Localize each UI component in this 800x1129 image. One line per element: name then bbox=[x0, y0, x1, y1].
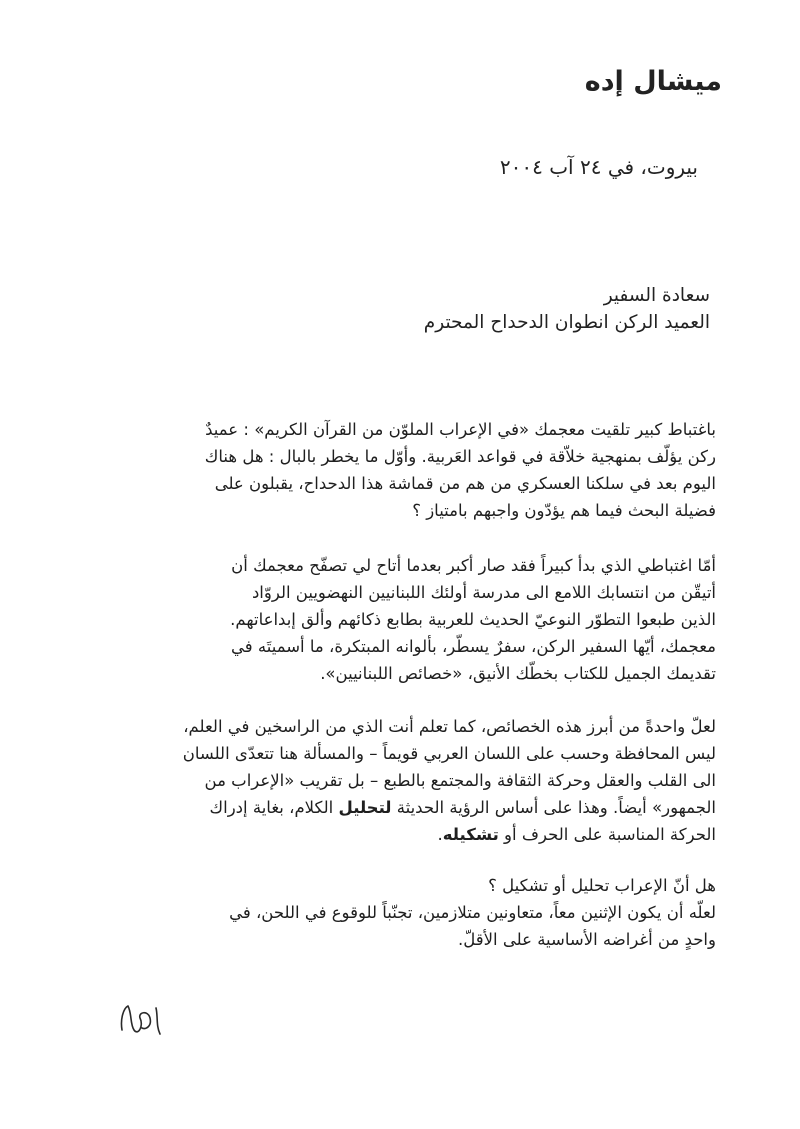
paragraph-4: هل أنّ الإعراب تحليل أو تشكيل ؟ لعلّه أن يكون الإثنين معاً، متعاونين متلازمين، تجنّباً للوقوع في اللحن، في واحدٍ من أغراضه الأساسية على الأقلّ. bbox=[229, 876, 716, 949]
paragraph-2: أمّا اغتباطي الذي بدأ كبيراً فقد صار أكبر بعدما أتاح لي تصفّح معجمك أن أتيقّن من انتسابك اللامع الى مدرسة أولئك اللبنانيين النهضويين الروّاد الذين طبعوا التطوّر النوعيّ الحديث للعربية بطابع ذكائهم وألق إبداعاتهم. معجمك، أيّها السفير الركن، سفرٌ يسطّر، بألوانه المبتكرة، ما أسميتَه في تقديمك الجميل للكتاب بخطّك الأنيق، «خصائص اللبنانيين». bbox=[230, 556, 716, 683]
bold-word-tashkeeluh: تشكيله bbox=[442, 825, 499, 844]
paragraph-3 bbox=[82, 713, 716, 848]
bold-word-tahleel: لتحليل bbox=[338, 798, 392, 817]
recipient-title: سعادة السفير bbox=[603, 285, 710, 306]
paragraph-1: باغتباط كبير تلقيت معجمك «في الإعراب الملوّن من القرآن الكريم» : عميدٌ ركن يؤلّف بمنهجية خلاّقة في قواعد العَربية. وأوّل ما يخطر بالبال : هل هناك اليوم بعد في سلكنا العسكري من هم من قماشة هذا الدحداح، يقبلون على فضيلة البحث فيما هم يؤدّون واجبهم بامتياز ؟ bbox=[204, 420, 716, 520]
handwritten-signature bbox=[110, 1000, 170, 1040]
recipient-name: العميد الركن انطوان الدحداح المحترم bbox=[423, 312, 710, 333]
letter-body bbox=[82, 416, 716, 953]
paragraph-3-text-a: لعلّ واحدةً من أبرز هذه الخصائص، كما تعلم أنت الذي من الراسخين في العلم، ليس المحافظة وحسب على اللسان العربي قويماً – والمسألة هنا تتعدّى اللسان الى القلب والعقل وحركة الثقافة والمجتمع بالطبع – بل تقريب «الإعراب من الجمهور» أيضاً. وهذا على أساس الرؤية الحديثة bbox=[182, 717, 716, 817]
letterhead-name: ميشال إده bbox=[584, 66, 722, 97]
recipient-block bbox=[210, 282, 710, 336]
paragraph-3-text-c: الكلام، بغاية إدراك الحركة المناسبة على الحرف أو bbox=[209, 798, 716, 844]
date-line: بيروت، في ٢٤ آب ٢٠٠٤ bbox=[499, 155, 698, 179]
paragraph-3-text-e: . bbox=[437, 825, 443, 844]
